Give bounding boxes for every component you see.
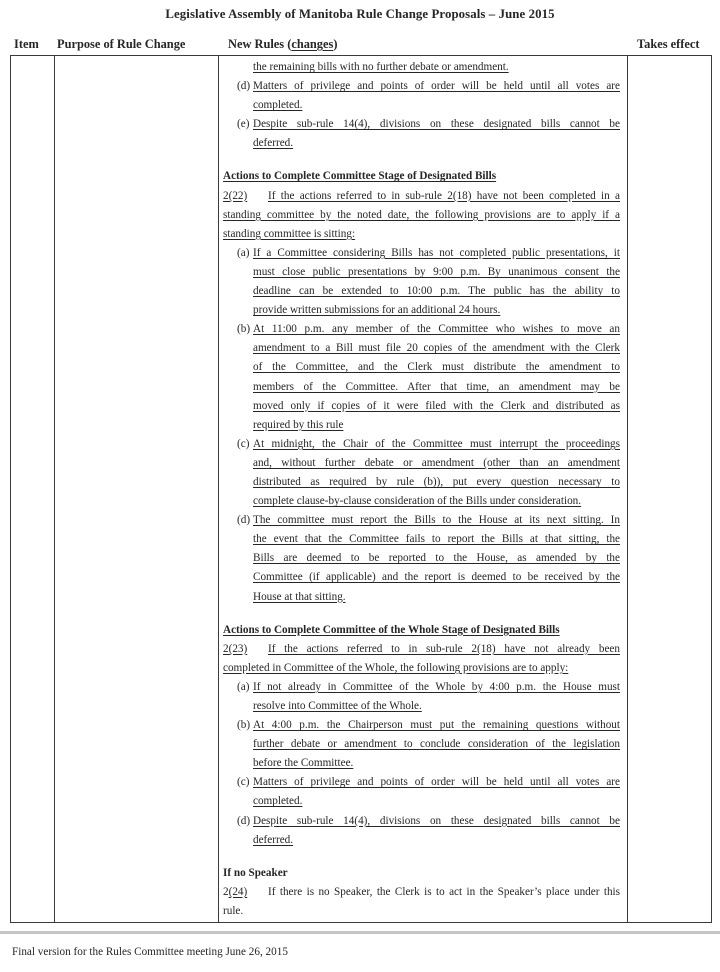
rules-text: amendment to a Bill must file 20 copies of the amendment with the Clerk: [253, 342, 620, 355]
rules-text: At 4:00 p.m. the Chairperson must put the remaining questions without: [253, 719, 620, 732]
rules-text-line: [223, 454, 620, 473]
rules-text: completed in Committee of the Whole, the following provisions are to apply:: [223, 661, 569, 674]
rules-text: If the actions referred to in sub-rule 2(18) have not been completed in a: [268, 189, 620, 202]
section-heading: Actions to Complete Committee Stage of Designated Bills: [223, 170, 497, 183]
rules-text-line: [223, 678, 620, 697]
rules-text-line: [223, 511, 620, 530]
rules-text: resolve into Committee of the Whole.: [253, 700, 422, 712]
rules-text-line: [223, 792, 620, 811]
rules-text-line: [223, 115, 620, 134]
rules-text: If there is no Speaker, the Clerk is to act in the Speaker’s place under this: [268, 885, 620, 898]
rules-text-line: [223, 301, 620, 320]
rules-text-line: [223, 568, 620, 587]
rules-text-line: [223, 244, 620, 263]
rule-number: [223, 640, 268, 659]
rules-text: completed.: [253, 795, 303, 808]
new-rules-header-suffix: ): [333, 37, 338, 51]
rules-text-line: [223, 358, 620, 377]
rules-text-line: [223, 773, 620, 792]
rules-text-line: [223, 716, 620, 735]
column-header-new-rules: [228, 37, 337, 52]
rules-text: distributed as required by rule (b)), put every question necessary to: [253, 475, 620, 488]
rules-text: Bills are deemed to be reported to the House, as amended by the: [253, 552, 620, 565]
rules-text: completed.: [253, 99, 303, 112]
rules-text: Despite sub-rule 14(4), divisions on these designated bills cannot be: [253, 814, 620, 827]
rules-text: At 11:00 p.m. any member of the Committee who wishes to move an: [253, 323, 620, 336]
rule-paragraph-line: [223, 225, 620, 244]
rules-text: and, without further debate or amendment (other than an amendment: [253, 456, 620, 469]
column-header-item: Item: [14, 37, 39, 51]
section-heading: Actions to Complete Committee of the Whole Stage of Designated Bills: [223, 623, 560, 636]
rule-paragraph-line: [223, 206, 620, 225]
section-heading: If no Speaker: [223, 866, 288, 879]
rules-text: Despite sub-rule 14(4), divisions on these designated bills cannot be: [253, 118, 620, 131]
rules-text: If the actions referred to in sub-rule 2(18) have not already been: [268, 642, 620, 655]
rules-text: House at that sitting.: [253, 590, 346, 603]
rules-text: provide written submissions for an additional 24 hours.: [253, 304, 501, 317]
rules-text-line: [223, 339, 620, 358]
rules-text: If a Committee considering Bills has not completed public presentations, it: [253, 246, 620, 259]
rule-number: [223, 883, 268, 902]
rules-text: standing committee by the noted date, the following provisions are to apply if a: [223, 208, 620, 221]
rules-text-line: [223, 735, 620, 754]
rules-text-line: [223, 473, 620, 492]
blank-line: [223, 153, 620, 167]
rules-text-line: [223, 397, 620, 416]
rules-text: At midnight, the Chair of the Committee must interrupt the proceedings: [253, 437, 620, 450]
new-rules-cell: [219, 56, 628, 922]
rules-text-line: [223, 831, 620, 850]
rule-number-part: 2: [223, 885, 229, 898]
page-title: Legislative Assembly of Manitoba Rule Change Proposals – June 2015: [165, 7, 555, 21]
rules-text: further debate or amendment to conclude consideration of the legislation: [253, 738, 620, 751]
takes-effect-cell: [628, 56, 711, 922]
column-header-purpose: Purpose of Rule Change: [57, 37, 186, 51]
rules-text: the event that the Committee fails to report the Bills at that sitting, the: [253, 533, 620, 546]
rules-text: Matters of privilege and points of order will be held until all votes are: [253, 776, 620, 789]
rules-table: [10, 55, 712, 923]
new-rules-header-prefix: New Rules (: [228, 37, 292, 51]
rules-text-line: [223, 58, 620, 77]
blank-line: [223, 607, 620, 621]
rules-text: the remaining bills with no further debate or amendment.: [253, 61, 509, 73]
list-marker: (a): [237, 680, 250, 693]
rule-number-part: 2(23): [223, 642, 248, 655]
rules-text: standing committee is sitting:: [223, 227, 356, 240]
column-header-takes-effect: Takes effect: [637, 37, 700, 51]
purpose-cell: [55, 56, 219, 922]
list-marker: (c): [237, 776, 250, 789]
rules-text: rule.: [223, 904, 244, 917]
rules-text: members of the Committee. After that time, an amendment may be: [253, 380, 620, 393]
list-marker: (d): [237, 80, 251, 93]
rule-paragraph-line: [223, 883, 620, 902]
rules-text-line: [223, 96, 620, 115]
rules-text-line: [223, 530, 620, 549]
rule-paragraph-line: [223, 659, 620, 678]
blank-line: [223, 850, 620, 864]
list-marker: (b): [237, 323, 251, 336]
rule-number-part: 2(22): [223, 189, 248, 202]
rules-text-line: [223, 263, 620, 282]
list-marker: (c): [237, 437, 250, 450]
rules-text-line: [223, 416, 620, 435]
rule-paragraph-line: [223, 902, 620, 921]
rules-text-line: [223, 492, 620, 511]
rules-text-line: [223, 134, 620, 153]
rules-text-line: [223, 754, 620, 773]
list-marker: (d): [237, 814, 251, 827]
rules-text: Matters of privilege and points of order will be held until all votes are: [253, 80, 620, 93]
list-marker: (a): [237, 246, 250, 259]
rule-number-part: (24): [228, 885, 248, 898]
rules-text-line: [223, 435, 620, 454]
rules-text: Committee (if applicable) and the report is deemed to be received by the: [253, 571, 620, 584]
rule-number: [223, 187, 268, 206]
rule-paragraph-line: [223, 187, 620, 206]
new-rules-header-changes: changes: [291, 37, 334, 51]
rules-text-line: [223, 320, 620, 339]
rules-text: If not already in Committee of the Whole by 4:00 p.m. the House must: [253, 680, 620, 693]
rules-text: of the Committee, and the Clerk must distribute the amendment to: [253, 361, 620, 374]
list-marker: (b): [237, 719, 251, 732]
rules-text: before the Committee.: [253, 757, 354, 770]
rules-text-line: [223, 697, 620, 716]
rules-text: complete clause-by-clause consideration of the Bills under consideration.: [253, 495, 582, 508]
rules-text: must close public presentations by 9:00 p.m. By unanimous consent the: [253, 265, 620, 278]
rules-text: The committee must report the Bills to the House at its next sitting. In: [253, 514, 620, 527]
list-marker: (e): [237, 118, 250, 131]
rules-text: deferred.: [253, 137, 294, 150]
page-divider-line: [0, 931, 720, 934]
rules-text-line: [223, 77, 620, 96]
rules-text-line: [223, 282, 620, 301]
rules-text: required by this rule: [253, 418, 344, 431]
list-marker: (d): [237, 514, 251, 527]
rules-text-line: [223, 549, 620, 568]
rules-text-line: [223, 378, 620, 397]
rule-paragraph-line: [223, 640, 620, 659]
rules-text: moved only if copies of it were filed with the Clerk and distributed as: [253, 399, 620, 412]
footer-note: Final version for the Rules Committee meeting June 26, 2015: [12, 946, 288, 958]
rules-text: deferred.: [253, 833, 294, 846]
rules-text: deadline can be extended to 10:00 p.m. The public has the ability to: [253, 285, 620, 298]
rules-text-line: [223, 812, 620, 831]
rules-text-line: [223, 588, 620, 607]
item-cell: [11, 56, 55, 922]
